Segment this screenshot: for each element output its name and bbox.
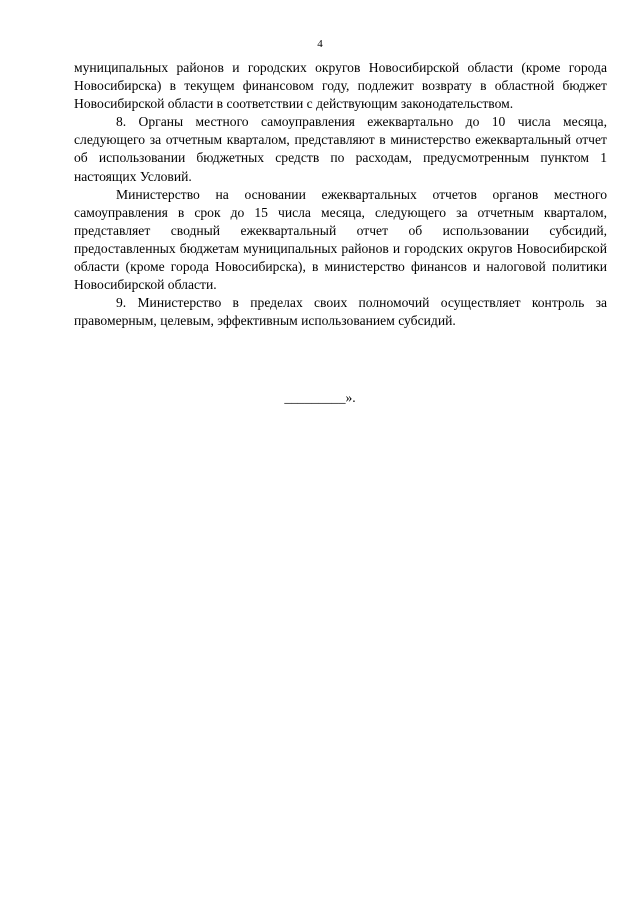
- paragraph-continuation: муниципальных районов и городских округов Новосибирской области (кроме города Новосибирска) в текущем финансовом году, подлежит возврату в областной бюджет Новосибирской области в соответствии с действующим законодательством.: [74, 60, 607, 112]
- paragraph-item-9: 9. Министерство в пределах своих полномочий осуществляет контроль за правомерным, целевым, эффективным использованием субсидий.: [74, 295, 607, 329]
- document-body: [74, 59, 607, 330]
- paragraph-item-8: 8. Органы местного самоуправления ежеквартально до 10 числа месяца, следующего за отчетным кварталом, представляют в министерство ежеквартальный отчет об использовании бюджетных средств по расходам, предусмотренным пунктом 1 настоящих Условий.: [74, 114, 607, 184]
- page-number: 4: [317, 38, 323, 50]
- paragraph-ministry-report: Министерство на основании ежеквартальных отчетов органов местного самоуправления в срок до 15 числа месяца, следующего за отчетным кварталом, представляет сводный ежеквартальный отчет об использовании субсидий, предоставленных бюджетам муниципальных районов и городских округов Новосибирской области (кроме города Новосибирска), в министерство финансов и налоговой политики Новосибирской области.: [74, 186, 607, 293]
- closing-line: _________».: [284, 390, 356, 405]
